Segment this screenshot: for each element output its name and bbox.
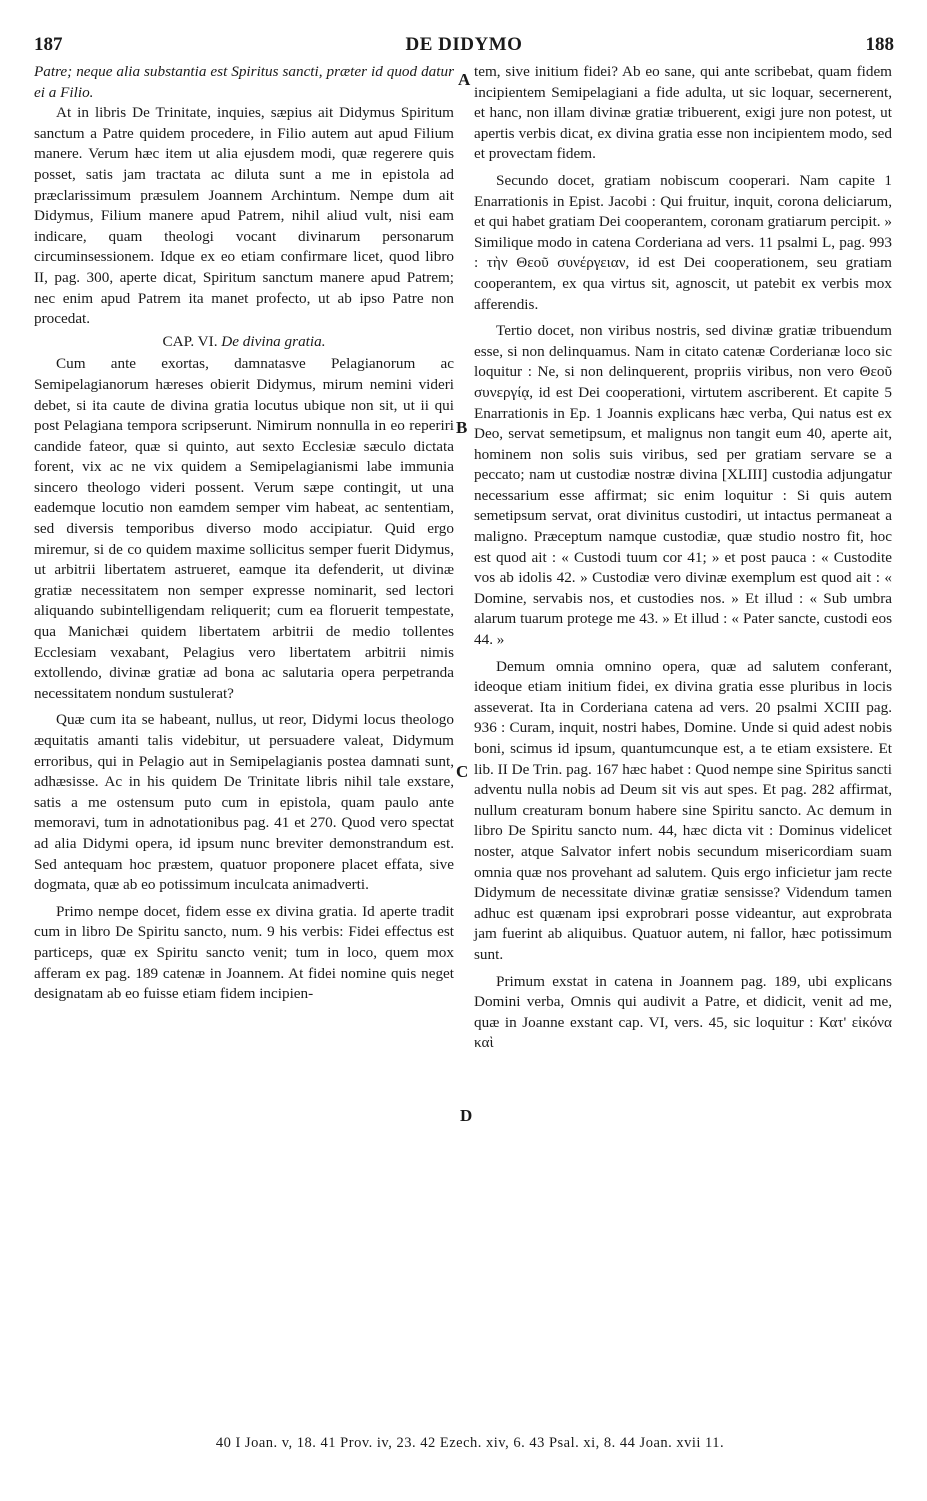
right-column bbox=[474, 62, 892, 1054]
left-column bbox=[34, 62, 454, 1005]
chapter-heading bbox=[34, 332, 454, 353]
margin-marker-d: D bbox=[460, 1106, 473, 1125]
page-number-right: 188 bbox=[865, 34, 894, 55]
running-title: DE DIDYMO bbox=[405, 34, 523, 55]
right-paragraph-1: tem, sive initium fidei? Ab eo sane, qui ante scribebat, quam fidem incipientem Semipelagiani a fide adulta, ut sic loquar, secernerent, et hanc, non illam divinæ gratiæ tribuerent, exigi jure non potest, ut apertis verbis dicat, ex divina gratia esse non incipientem modo, sed et provectam fidem. bbox=[474, 63, 892, 163]
left-paragraph-3: Cum ante exortas, damnatasve Pelagianorum ac Semipelagianorum hæreses obierit Didymus, mirum nemini videri debet, si ita caute de divina gratia locutus ubique non sit, ut ii qui post Pelagiana tempora scripserunt. Nimirum nonnulla in eo reperiri candide fateor, quæ si quinto, aut sexto Ecclesiæ sæculo dictata forent, vix ac ne vix quidem a Semipelagianismi labe immunia sincero theologo videri possent. Verum sæpe contingit, ut una eademque locutio non eamdem semper vim habeat, ac sententiam, sed diversis temporibus diverso modo accipiatur. Quid ergo miremur, si de co quidem maxime sollicitus semper fuerit Didymus, ut arbitrii libertatem astrueret, eamque ita defenderit, ut divinæ gratiæ necessitatem non semper expresse nominarit, sed lectori aliquando subintelligendam reliquerit; cum ea floruerit tempestate, qua Manichæi quidem libertatem arbitrii de medio tollentes Ecclesiam vexabant, Pelagius vero libertatem arbitrii nimis extollendo, divinæ gratiæ ad bona ac salutaria opera perpetranda necessitatem nondum sustulerat? bbox=[34, 355, 454, 702]
right-paragraph-5: Primum exstat in catena in Joannem pag. 189, ubi explicans Domini verba, Omnis qui audivit a Patre, et didicit, venit ad me, quæ in Joanne exstant cap. VI, vers. 45, sic loquitur : Κατ' εἰκόνα καὶ bbox=[474, 972, 892, 1052]
margin-marker-b: B bbox=[456, 418, 468, 437]
footnotes: 40 I Joan. v, 18. 41 Prov. iv, 23. 42 Ezech. xiv, 6. 43 Psal. xi, 8. 44 Joan. xvii 11. bbox=[215, 1435, 725, 1451]
right-paragraph-2: Secundo docet, gratiam nobiscum cooperari. Nam capite 1 Enarrationis in Epist. Jacobi : Qui fruitur, inquit, corona deliciarum, et qui habet gratiam Dei cooperantem, coronam gratiarum percipit. » Similique modo in catena Corderiana ad vers. 11 psalmi L, pag. 993 : τὴν Θεοῦ συνέργειαν, id est Dei cooperationem, seu gratiam cooperantem, ex qua virtus sit, agnoscit, ut patebit ex verbis mox afferendis. bbox=[474, 171, 892, 313]
page-number-left: 187 bbox=[34, 34, 63, 55]
right-paragraph-4: Demum omnia omnino opera, quæ ad salutem conferant, ideoque etiam initium fidei, ex divina gratia esse pluribus in locis asseverat. Ita in Corderiana catena ad vers. 20 psalmi XCIII pag. 936 : Curam, inquit, nostri habes, Domine. Unde si quid adest nobis boni, scimus id ipsum, quantumcunque est, a te etiam exsistere. Et lib. II De Trin. pag. 167 hæc habet : Quod nempe sine Spiritus sancti adventu nulla nobis ad Deum sit vis aut spes. Et pag. 282 affirmat, nullum creaturam bonum habere sine Spiritu sancto. Ac demum in libro De Spiritu sancto num. 44, hæc dicta vit : Dominus videlicet noster, atque Salvator infert nobis secundum misericordiam suam omnia quæ nos provehant ad salutem. Quis ergo inficietur jam recte Didymum de necessitate divinæ gratiæ sensisse? Videndum tamen adhuc est quænam ipsi exprobrari posse videantur, aut exprobrata jam fuerint ab aliquibus. Quatuor autem, ni fallor, hæc potissimum sunt. bbox=[474, 657, 892, 963]
margin-marker-a: A bbox=[458, 70, 471, 89]
left-paragraph-5: Primo nempe docet, fidem esse ex divina gratia. Id aperte tradit cum in libro De Spiritu sancto, num. 9 his verbis: Fidei effectus est particeps, quæ ex Spiritu sancto venit; tum in loco, quem mox afferam ex pag. 189 catenæ in Joannem. At fidei nomine quis neget designatam ab eo fuisse etiam fidem incipien- bbox=[34, 902, 454, 1003]
running-header bbox=[34, 34, 894, 58]
left-paragraph-1: Patre; neque alia substantia est Spiritus sancti, præter id quod datur ei a Filio. bbox=[34, 63, 454, 101]
right-paragraph-3: Tertio docet, non viribus nostris, sed divinæ gratiæ tribuendum esse, si non delinquamus. Nam in citato catenæ Corderianæ loco sic loquitur : Ne, si non delinquerent, propriis viribus, non vero Θεοῦ συνεργίᾳ, id est Dei cooperationi, virtutem ascriberent. Et capite 5 Enarrationis in Ep. 1 Joannis explicans hæc verba, Qui natus est ex Deo, servat semetipsum, et malignus non tangit eum 40, aperte ait, hominem non solis suis viribus, sed per gratiam servare se a peccato; nam ut custodiæ nostræ divina [XLIII] custodia adjungatur necessarium esse affirmat; sic enim loquitur : Si quis autem semetipsum servat, orat divinitus custodiri, ut intactus permaneat a maligno. Præceptum namque custodiæ, quæ studio nostro fit, hoc est quod ait : « Custodi tuum cor 41; » et post pauca : « Custodite vos ab idolis 42. » Custodiæ vero divinæ exemplum est quod ait : « Domine, servabis nos, et custodies nos. » Et illud : « Sub umbra alarum tuarum protege me 43. » Et illud : « Pater sancte, custodi eos 44. » bbox=[474, 322, 892, 649]
left-paragraph-4: Quæ cum ita se habeant, nullus, ut reor, Didymi locus theologo æquitatis amanti talis videbitur, ut persuadere valeat, Didymum erroribus, qui in Pelagio aut in Semipelagianis postea damnati sunt, adhæsisse. Ac in his quidem De Trinitate libris nihil tale exstare, satis a me ostensum puto cum in epistola, quam paulo ante memoravi, tum in adnotationibus pag. 41 et 270. Quod vero spectat ad alia Didymi opera, id ipsum nunc breviter demonstrandum est. Sed antequam hoc præstem, quatuor proponere placet effata, sive dogmata, quæ ab eo potissimum inculcata animadverti. bbox=[34, 711, 454, 894]
left-paragraph-2: At in libris De Trinitate, inquies, sæpius ait Didymus Spiritum sanctum a Patre quidem procedere, in Filio autem aut apud Filium manere. Verum hæc item ut alia ejusdem modi, quæ regerere quis posset, satis jam tractata ac diluta sunt a me in epistola ad præclarissimum præsulem Joannem Archintum. Nempe dum ait Didymus, Filium manere apud Patrem, nihil aliud vult, nisi eam indicare, quam theologi vocant divinarum personarum circuminsessionem. Idque ex eo etiam confirmare licet, quod libro II, pag. 300, aperte dicat, Spiritum sanctum manere apud Patrem; nec enim apud Patrem ita manet profecto, ut ab ipso Patre non procedat. bbox=[34, 104, 454, 328]
chapter-label: CAP. VI. bbox=[162, 332, 218, 350]
chapter-title: De divina gratia. bbox=[221, 332, 326, 350]
margin-marker-c: C bbox=[456, 762, 469, 781]
